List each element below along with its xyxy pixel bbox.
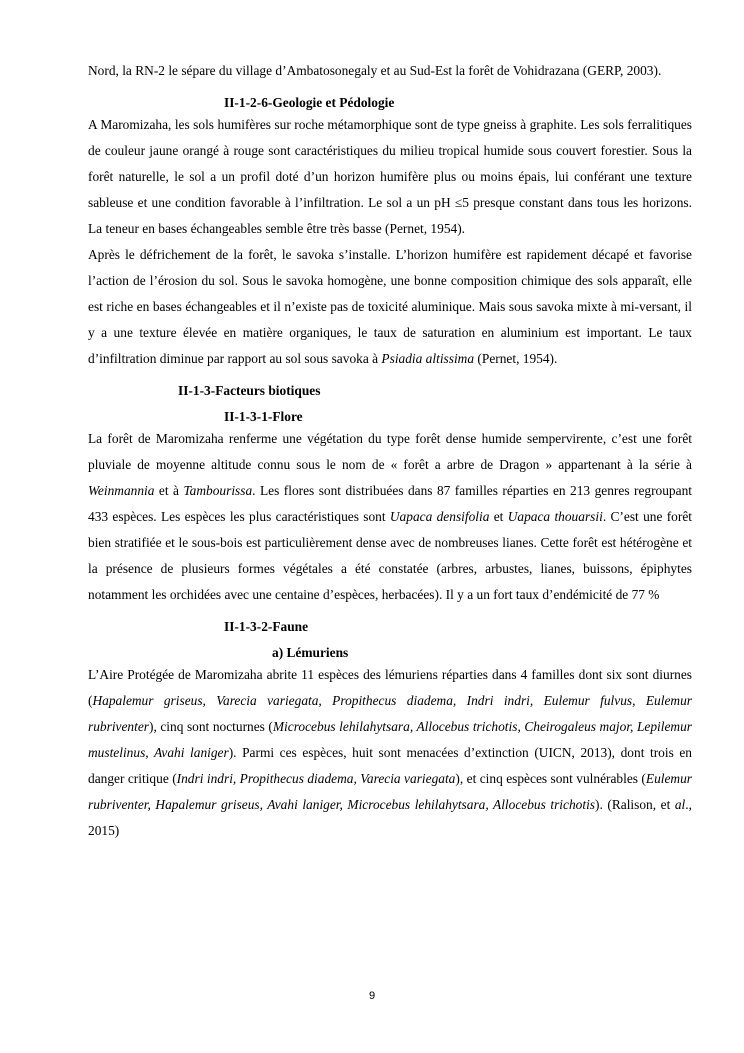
lemur-heading: a) Lémuriens bbox=[272, 645, 349, 660]
biotic-factors-heading: II-1-3-Facteurs biotiques bbox=[178, 383, 321, 398]
page-number: 9 bbox=[368, 990, 376, 1002]
lemur-text: ., 2015) bbox=[88, 797, 692, 838]
intro-paragraph: Nord, la RN-2 le sépare du village d’Ambatosonegaly et au Sud-Est la forêt de Vohidrazana (GERP, 2003). bbox=[88, 63, 662, 78]
flora-text: et à bbox=[154, 483, 184, 498]
lemur-text: ), cinq sont nocturnes ( bbox=[149, 719, 273, 734]
species-list: Microcebus lehilahytsara, Allocebus trichotis, Cheirogaleus major, Lepilemur mustelinus, Avahi laniger bbox=[88, 719, 692, 760]
genus-name: Tambourissa bbox=[183, 483, 253, 498]
geology-text: Après le défrichement de la forêt, le savoka s’installe. L’horizon humifère est rapidement décapé et favorise l’action de l’érosion du sol. Sous le savoka homogène, une bonne composition chimique des sols apparaît, elle est riche en bases échangeables et il n’existe pas de toxicité aluminique. Mais sous savoka mixte à mi-versant, il y a une texture élevée en matière organiques, le taux de saturation en aluminium est important. Le taux d’infiltration diminue par rapport au sol sous savoka à bbox=[88, 247, 692, 366]
species-list: Hapalemur griseus, Varecia variegata, Propithecus diadema, Indri indri, Eulemur fulvus, Eulemur rubriventer bbox=[88, 693, 692, 734]
flora-text: . C’est une forêt bien stratifiée et le sous-bois est particulièrement dense avec de nombreuses lianes. Cette forêt est hétérogène et la présence de plusieurs formes végétales a été constatée (arbres, arbustes, lianes, buissons, épiphytes notamment les orchidées avec une centaine d’espèces, herbacées). Il y a un fort taux d’endémicité de 77 % bbox=[88, 509, 692, 602]
lemur-paragraph bbox=[88, 662, 692, 844]
lemur-text: L’Aire Protégée de Maromizaha abrite 11 espèces des lémuriens réparties dans 4 familles dont six sont diurnes ( bbox=[88, 667, 692, 708]
lemur-text: ). (Ralison, et bbox=[595, 797, 675, 812]
flora-heading: II-1-3-1-Flore bbox=[224, 409, 303, 424]
geology-heading: II-1-2-6-Geologie et Pédologie bbox=[224, 95, 395, 110]
citation: (Pernet, 1954). bbox=[474, 351, 558, 366]
geology-paragraph-2 bbox=[88, 242, 692, 372]
citation-etal: al bbox=[674, 797, 686, 812]
flora-text: La forêt de Maromizaha renferme une végétation du type forêt dense humide sempervirente, c’est une forêt pluviale de moyenne altitude connu sous le nom de « forêt a arbre de Dragon » appartenant à la série à bbox=[88, 431, 692, 472]
lemur-text: ), et cinq espèces sont vulnérables ( bbox=[455, 771, 646, 786]
genus-name: Weinmannia bbox=[88, 483, 155, 498]
flora-text: . Les flores sont distribuées dans 87 familles réparties en 213 genres regroupant 433 espèces. Les espèces les plus caractéristiques sont bbox=[88, 483, 692, 524]
document-page bbox=[88, 58, 692, 844]
lemur-text: ). Parmi ces espèces, huit sont menacées d’extinction (UICN, 2013), dont trois en danger critique ( bbox=[88, 745, 692, 786]
fauna-heading: II-1-3-2-Faune bbox=[224, 619, 309, 634]
species-list: Indri indri, Propithecus diadema, Varecia variegata bbox=[176, 771, 456, 786]
flora-text: et bbox=[489, 509, 508, 524]
species-name: Psiadia altissima bbox=[381, 351, 475, 366]
flora-paragraph bbox=[88, 426, 692, 608]
species-list: Eulemur rubriventer, Hapalemur griseus, Avahi laniger, Microcebus lehilahytsara, Allocebus trichotis bbox=[88, 771, 693, 812]
geology-paragraph-1: A Maromizaha, les sols humifères sur roche métamorphique sont de type gneiss à graphite. Les sols ferralitiques de couleur jaune orangé à rouge sont caractéristiques du milieu tropical humide sous couvert forestier. Sous la forêt naturelle, le sol a un profil doté d’un horizon humifère plus ou moins épais, lui conférant une texture sableuse et une condition favorable à l’infiltration. Le sol a un pH ≤5 presque constant dans tous les horizons. La teneur en bases échangeables semble être très basse (Pernet, 1954). bbox=[88, 117, 692, 236]
species-name: Uapaca thouarsii bbox=[507, 509, 603, 524]
species-name: Uapaca densifolia bbox=[389, 509, 490, 524]
